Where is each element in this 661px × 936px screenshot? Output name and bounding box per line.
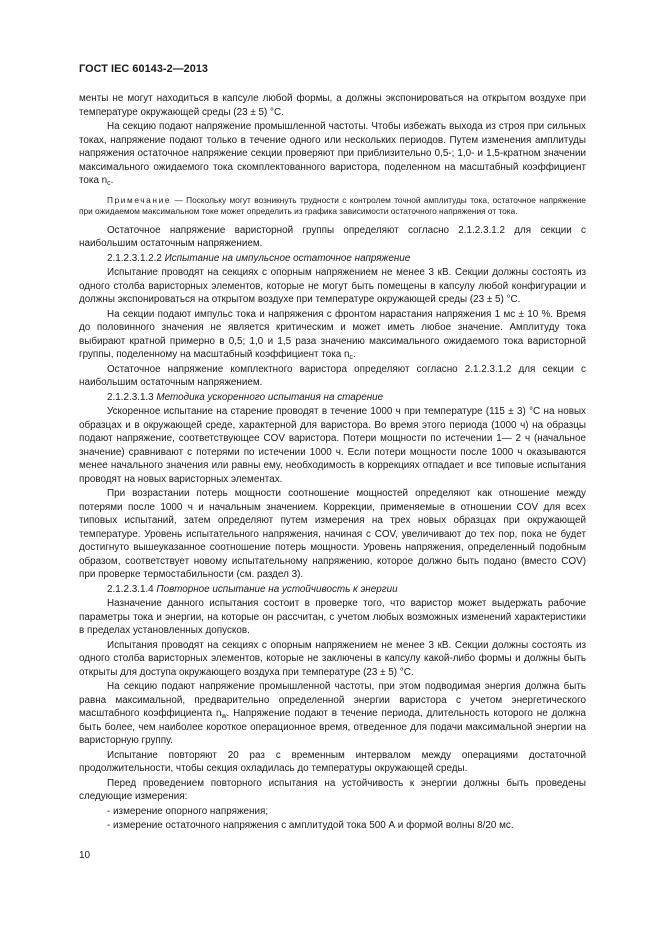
section-heading-2-1-2-3-1-4: 2.1.2.3.1.4 Повторное испытание на устойчивость к энергии: [107, 583, 398, 595]
paragraph-2: На секцию подают напряжение промышленной частоты. Чтобы избежать выхода из строя при сильных токах, напряжение подают только в течение одного или нескольких периодов. Путем изменения амплитуды напряжения остаточное напряжение секции проверяют при приблизительно 0,5-; 1,0- и 1,5-кратном значении максимального ожидаемого тока скомплектованного варистора, поделенном на масштабный коэффициент тока $n_c$.: [79, 121, 586, 187]
section-heading-2-1-2-3-1-3: 2.1.2.3.1.3 Методика ускоренного испытания на старение: [107, 391, 384, 403]
paragraph-12: Испытание повторяют 20 раз с временным интервалом между операциями достаточной продолжительности, чтобы секция охладилась до температуры окружающей среды.: [79, 749, 586, 775]
paragraph-4: Испытание проводят на секциях с опорным напряжением не менее 3 кВ. Секции должны состоять из одного столба варисторных элементов, которые не могут быть помещены в капсулу любой конфигурации и должны экспонироваться на открытом воздухе при температуре окружающей среды (23 ± 5) °С.: [79, 267, 586, 306]
page-body: [79, 92, 586, 834]
note-label: Примечание: [107, 194, 172, 205]
list-item: - измерение остаточного напряжения с амплитудой тока 500 А и формой волны 8/20 мс.: [107, 820, 514, 832]
paragraph-10: Испытания проводят на секциях с опорным напряжением не менее 3 кВ. Секции должны состоять из одного столба варисторных элементов, которые не заключены в капсулу какой-либо формы и должны быть открыты для доступа окружающего воздуха при температуре (23 ± 5) °С.: [79, 639, 586, 678]
paragraph-13: Перед проведением повторного испытания на устойчивость к энергии должны быть проведены следующие измерения:: [79, 777, 586, 803]
paragraph-11: На секцию подают напряжение промышленной частоты, при этом подводимая энергия должна быть равна максимальной, предварительно определенной энергии варистора с учетом энергетического масштабного коэффициента $n_w$. Напряжение подают в течение периода, длительность которого не должна быть более, чем наиболее короткое операционное время, отведенное для подачи максимальной энергии на варисторную группу.: [79, 681, 586, 747]
paragraph-6: Остаточное напряжение комплектного варистора определяют согласно 2.1.2.3.1.2 для секции с наибольшим остаточным напряжением.: [79, 363, 586, 389]
paragraph-3: Остаточное напряжение варисторной группы определяют согласно 2.1.2.3.1.2 для секции с наибольшим остаточным напряжением.: [79, 224, 586, 250]
paragraph-8: При возрастании потерь мощности соотношение мощностей определяют как отношение между потерями после 1000 ч и начальным значением. Коррекции, применяемые в отношении COV для всех типовых испытаний, затем определяют путем измерения на трех новых образцах при окружающей температуре. Уровень испытательного напряжения, начиная с COV, увеличивают до тех пор, пока не будет достигнуто вышеуказанное соотношение потерь мощности. Уровень напряжения, определенный подобным образом, соответствует новому испытательному напряжению, которое должно быть подано (вместо COV) при проверке термостабильности (см. раздел 3).: [79, 488, 586, 581]
section-heading-2-1-2-3-1-2-2: 2.1.2.3.1.2.2 Испытание на импульсное остаточное напряжение: [107, 252, 411, 264]
paragraph-5: На секции подают импульс тока и напряжения с фронтом нарастания напряжения 1 мс ± 10 %. Время до половинного значения не является критическим и может иметь любое значение. Амплитуду тока выбирают кратной примерно в 0,5; 1,0 и 1,5 раза значению максимального ожидаемого тока варисторной группы, поделенному на масштабный коэффициент тока $n_c$.: [79, 308, 586, 362]
paragraph-1: менты не могут находиться в капсуле любой формы, а должны экспонироваться на открытом воздухе при температуре окружающей среды (23 ± 5) °С.: [79, 93, 586, 118]
page-number: 10: [79, 850, 91, 861]
document-header: ГОСТ IEC 60143-2—2013: [79, 63, 209, 75]
list-item: - измерение опорного напряжения;: [107, 805, 269, 817]
paragraph-7: Ускоренное испытание на старение проводят в течение 1000 ч при температуре (115 ± 3) °С на новых образцах и в окружающей среде, характерной для варистора. Во время этого периода (1000 ч) на образцы подают напряжение, соответствующее COV варистора. Потери мощности по истечении 1— 2 ч (начальное значение) сравнивают с потерями по истечении 1000 ч. Если потери мощности после 1000 ч оказываются менее начального значения или равны ему, необходимость в коррекциях отпадает и все типовые испытания проводят на новых варисторных элементах.: [79, 406, 586, 485]
note: Примечание — Поскольку могут возникнуть трудности с контролем точной амплитуды тока, остаточное напряжение при ожидаемом максимальном токе может определить из графика зависимости остаточного напряжения от тока.: [79, 194, 586, 216]
paragraph-9: Назначение данного испытания состоит в проверке того, что варистор может выдержать рабочие параметры тока и энергии, на которые он рассчитан, с учетом любых возможных изменений характеристики в пределах установленных допусков.: [79, 598, 586, 637]
